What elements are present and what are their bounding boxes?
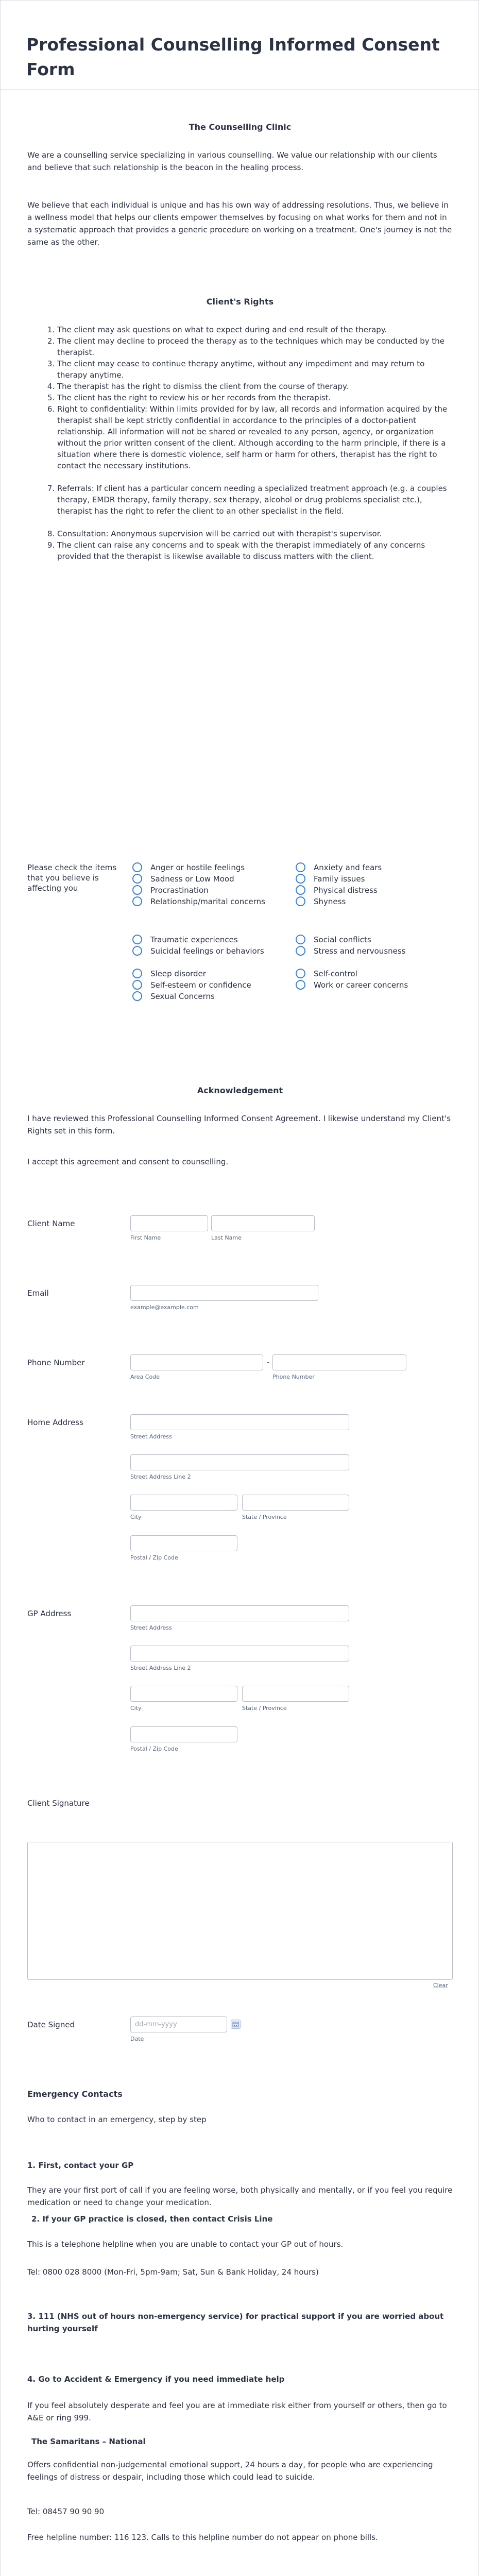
concern-option-right[interactable] [296,980,455,990]
checkbox-circle-icon[interactable] [296,946,305,956]
concern-option-label: Sexual Concerns [150,992,215,1001]
concern-option-label: Relationship/marital concerns [150,897,265,906]
samaritans-free: Free helpline number: 116 123. Calls to this helpline number do not appear on phone bills. [27,2533,378,2542]
form-title: Professional Counselling Informed Consent Form [26,35,440,79]
checkbox-circle-icon[interactable] [132,874,142,884]
checkbox-circle-icon[interactable] [132,980,142,990]
checkbox-circle-icon[interactable] [296,896,305,906]
clinic-heading: The Counselling Clinic [189,122,292,132]
checkbox-circle-icon[interactable] [296,969,305,978]
checkbox-circle-icon[interactable] [132,969,142,978]
form-body [1,1,479,2576]
gp-street2-input[interactable] [130,1646,349,1662]
concern-option-label: Family issues [314,874,365,884]
concern-option-label: Anger or hostile feelings [150,863,245,872]
phone-number-input[interactable] [272,1354,406,1370]
date-sublabel: Date [130,2036,144,2042]
checkbox-circle-icon[interactable] [132,862,142,872]
checkbox-circle-icon[interactable] [296,874,305,884]
checkbox-circle-icon[interactable] [132,991,142,1001]
samaritans-heading: The Samaritans – National [31,2437,146,2446]
home-street2-input[interactable] [130,1454,349,1470]
home-state-sublabel: State / Province [242,1514,287,1520]
emergency-intro: Who to contact in an emergency, step by step [27,2115,207,2124]
home-city-input[interactable] [130,1495,237,1511]
step2-text: This is a telephone helpline when you are unable to contact your GP out of hours. [27,2240,344,2249]
email-input[interactable] [130,1285,318,1301]
date-placeholder: dd-mm-yyyy [135,2021,177,2028]
first-name-input[interactable] [130,1215,208,1231]
email-sublabel: example@example.com [130,1304,199,1311]
home-street-input[interactable] [130,1414,349,1430]
first-name-sublabel: First Name [130,1234,161,1241]
home-postal-input[interactable] [130,1535,237,1551]
concern-option-label: Traumatic experiences [150,935,238,944]
concern-option-right[interactable] [296,935,455,944]
gp-city-input[interactable] [130,1686,237,1702]
rights-item: 7. Referrals: If client has a particular concern needing a specialized treatment approach (e.g. a couples therapy, EMDR therapy, family therapy, sex therapy, alcohol or drug problems specialist etc.), therapist has the right to refer the client to an other specialist in the field. [57,483,449,517]
gp-state-input[interactable] [242,1686,349,1702]
concern-option-left[interactable] [132,935,292,944]
step1-text: They are your first port of call if you are feeling worse, both physically and mentally, or if you feel you require medication or need to change your medication. [27,2185,453,2207]
client-name-label: Client Name [27,1219,75,1228]
home-city-sublabel: City [130,1514,142,1520]
signature-pad[interactable] [27,1842,453,1980]
gp-state-sublabel: State / Province [242,1705,287,1711]
gp-city-sublabel: City [130,1705,142,1711]
concern-option-label: Suicidal feelings or behaviors [150,946,264,956]
email-label: Email [27,1289,49,1298]
rights-item: 2. The client may decline to proceed the therapy as to the techniques which may be conducted by the therapist. [57,335,449,358]
clinic-paragraph-2: We believe that each individual is unique and has his own way of addressing resolutions. Thus, we believe in a wellness model that helps our clients empower themselves by focusing on what works for them and not in a systematic approach that provides a generic procedure on working on a treatment. One's journey is not the same as the other. [27,200,452,247]
home-postal-sublabel: Postal / Zip Code [130,1554,178,1561]
checkbox-circle-icon[interactable] [296,980,305,990]
step3-heading: 3. 111 (NHS out of hours non-emergency service) for practical support if you are worried about hurting yourself [27,2312,444,2333]
last-name-sublabel: Last Name [211,1234,242,1241]
concern-option-label: Shyness [314,897,346,906]
concern-option-label: Self-esteem or confidence [150,980,251,990]
home-state-input[interactable] [242,1495,349,1511]
area-code-input[interactable] [130,1354,263,1370]
checkbox-circle-icon[interactable] [296,935,305,944]
step4-heading: 4. Go to Accident & Emergency if you need immediate help [27,2375,285,2384]
emergency-heading: Emergency Contacts [27,2089,123,2099]
concern-option-label: Self-control [314,969,357,978]
rights-item: 1. The client may ask questions on what to expect during and end result of the therapy. [57,324,449,335]
home-street-sublabel: Street Address [130,1433,172,1440]
rights-item: 6. Right to confidentiality: Within limits provided for by law, all records and information acquired by the therapist shall be kept strictly confidential in accordance to the principles of a doctor-patient relationship. All information will not be shared or revealed to any person, agency, or organization without the prior written consent of the client. Although according to the harm principle, if there is a situation where there is domestic violence, self harm or harm for others, therapist has the right to contact the necessary institutions. [57,403,449,471]
concern-option-label: Sleep disorder [150,969,206,978]
signature-label: Client Signature [27,1799,90,1808]
gp-street2-sublabel: Street Address Line 2 [130,1665,191,1671]
concern-option-label: Procrastination [150,886,209,895]
rights-item: 8. Consultation: Anonymous supervision will be carried out with therapist's supervisor. [57,528,449,539]
step1-heading: 1. First, contact your GP [27,2161,134,2170]
date-input[interactable] [130,2016,227,2032]
gp-street-sublabel: Street Address [130,1624,172,1631]
concern-option-right[interactable] [296,969,455,978]
concern-option-left[interactable] [132,897,292,906]
step4-text: If you feel absolutely desperate and feel you are at immediate risk either from yourself or others, then go to A&E or ring 999. [27,2401,447,2422]
gp-postal-input[interactable] [130,1726,237,1742]
concerns-label: Please check the items that you believe is affecting you [27,863,117,893]
calendar-icon[interactable] [231,2020,241,2029]
concern-option-right[interactable] [296,897,455,906]
concern-option-right[interactable] [296,874,455,884]
step2-heading: 2. If your GP practice is closed, then contact Crisis Line [31,2214,273,2224]
checkbox-circle-icon[interactable] [132,946,142,956]
step2-tel: Tel: 0800 028 8000 (Mon-Fri, 5pm-9am; Sat, Sun & Bank Holiday, 24 hours) [27,2267,319,2277]
gp-address-label: GP Address [27,1609,72,1618]
concern-option-label: Work or career concerns [314,980,408,990]
home-street2-sublabel: Street Address Line 2 [130,1473,191,1480]
rights-item: 4. The therapist has the right to dismiss the client from the course of therapy. [57,381,449,392]
checkbox-circle-icon[interactable] [296,885,305,895]
concern-option-label: Physical distress [314,886,378,895]
acknowledgement-heading: Acknowledgement [197,1086,283,1095]
checkbox-circle-icon[interactable] [132,896,142,906]
calendar-glyph-icon [231,2020,240,2028]
phone-label: Phone Number [27,1358,85,1367]
concern-option-right[interactable] [296,863,455,872]
concern-option-label: Anxiety and fears [314,863,382,872]
checkbox-circle-icon[interactable] [296,862,305,872]
concern-option-left[interactable] [132,969,292,978]
rights-item: 5. The client has the right to review his or her records from the therapist. [57,392,449,403]
gp-street-input[interactable] [130,1605,349,1621]
concern-option-left[interactable] [132,992,292,1001]
checkbox-circle-icon[interactable] [132,935,142,944]
samaritans-text: Offers confidential non-judgemental emotional support, 24 hours a day, for people who are experiencing feelings of distress or despair, including those which could lead to suicide. [27,2460,433,2482]
concern-option-left[interactable] [132,863,292,872]
concern-option-left[interactable] [132,886,292,895]
clinic-paragraph-1: We are a counselling service specializing in various counselling. We value our relationship with our clients and believe that such relationship is the beacon in the healing process. [27,150,437,172]
gp-postal-sublabel: Postal / Zip Code [130,1745,178,1752]
concern-option-label: Stress and nervousness [314,946,406,956]
rights-list [31,324,449,562]
concern-option-left[interactable] [132,874,292,884]
checkbox-circle-icon[interactable] [132,885,142,895]
rights-item: 9. The client can raise any concerns and to speak with the therapist immediately of any concerns provided that the therapist is likewise available to discuss matters with the client. [57,539,449,562]
concern-option-right[interactable] [296,886,455,895]
phone-number-sublabel: Phone Number [272,1374,315,1380]
last-name-input[interactable] [211,1215,315,1231]
concern-option-left[interactable] [132,980,292,990]
rights-item: 3. The client may cease to continue therapy anytime, without any impediment and may return to therapy anytime. [57,358,449,381]
area-code-sublabel: Area Code [130,1374,160,1380]
date-signed-label: Date Signed [27,2020,75,2029]
concern-option-left[interactable] [132,946,292,956]
concern-option-label: Social conflicts [314,935,371,944]
signature-clear-button[interactable]: Clear [433,1982,448,1989]
concern-option-right[interactable] [296,946,455,956]
samaritans-tel: Tel: 08457 90 90 90 [27,2507,105,2516]
acknowledgement-text-2: I accept this agreement and consent to counselling. [27,1157,229,1166]
concern-option-label: Sadness or Low Mood [150,874,234,884]
phone-separator: - [267,1358,270,1367]
rights-heading: Client's Rights [206,297,274,307]
acknowledgement-text-1: I have reviewed this Professional Counselling Informed Consent Agreement. I likewise understand my Client's Rights set in this form. [27,1114,451,1136]
home-address-label: Home Address [27,1418,83,1427]
